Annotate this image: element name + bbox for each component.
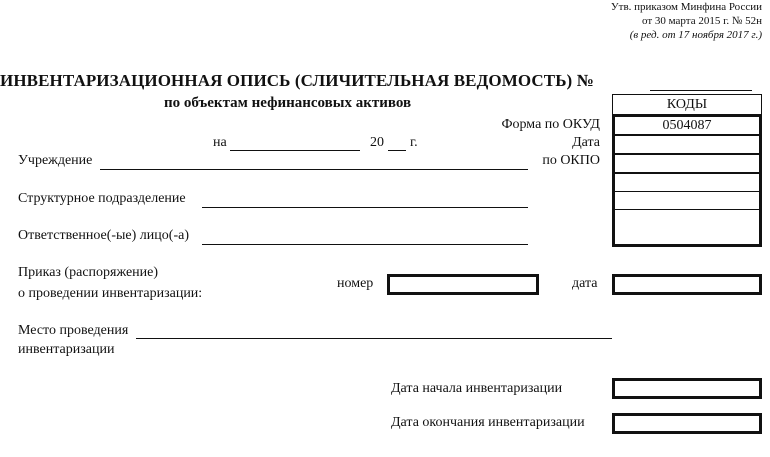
location-field[interactable] (136, 338, 612, 339)
institution-field[interactable] (100, 169, 528, 170)
start-date-field[interactable] (612, 378, 762, 399)
location-label-line-1: Место проведения (18, 323, 129, 338)
order-label-line-1: Приказ (распоряжение) (18, 265, 159, 280)
code-cell-5[interactable] (615, 192, 759, 210)
code-cell-4[interactable] (615, 174, 759, 192)
code-okud-cell[interactable]: 0504087 (615, 117, 759, 136)
date-code-label: Дата (572, 135, 600, 150)
approval-line-2: от 30 марта 2015 г. № 52н (641, 15, 762, 27)
end-date-field[interactable] (612, 413, 762, 434)
division-label: Структурное подразделение (18, 191, 186, 206)
order-date-field[interactable] (612, 274, 762, 295)
code-okpo-cell[interactable] (615, 155, 759, 174)
order-label-line-2: о проведении инвентаризации: (18, 286, 203, 301)
code-cell-6[interactable] (615, 211, 759, 244)
date-prefix: на (213, 135, 227, 150)
order-number-field[interactable] (387, 274, 539, 295)
okud-label: Форма по ОКУД (501, 117, 600, 132)
approval-line-3: (в ред. от 17 ноября 2017 г.) (629, 29, 762, 41)
approval-line-1: Утв. приказом Минфина России (610, 1, 762, 13)
codes-table (612, 114, 762, 247)
code-date-cell[interactable] (615, 136, 759, 155)
responsible-label: Ответственное(-ые) лицо(-а) (18, 228, 189, 243)
order-number-label: номер (337, 276, 374, 291)
approval-note (611, 0, 762, 42)
form-number-field[interactable] (650, 90, 752, 91)
end-date-label: Дата окончания инвентаризации (391, 415, 585, 430)
division-field[interactable] (202, 207, 528, 208)
year-suffix: г. (410, 135, 418, 150)
date-day-month-field[interactable] (230, 150, 360, 151)
form-title: ИНВЕНТАРИЗАЦИОННАЯ ОПИСЬ (СЛИЧИТЕЛЬНАЯ ВЕДОМОСТЬ) № (0, 71, 594, 90)
order-date-label: дата (572, 276, 598, 291)
start-date-label: Дата начала инвентаризации (391, 381, 563, 396)
year-prefix: 20 (370, 135, 384, 150)
codes-header: КОДЫ (612, 94, 762, 114)
institution-label: Учреждение (18, 153, 93, 168)
form-subtitle: по объектам нефинансовых активов (164, 95, 412, 111)
responsible-field[interactable] (202, 244, 528, 245)
okpo-label: по ОКПО (542, 153, 600, 168)
year-field[interactable] (388, 150, 406, 151)
location-label-line-2: инвентаризации (18, 342, 115, 357)
